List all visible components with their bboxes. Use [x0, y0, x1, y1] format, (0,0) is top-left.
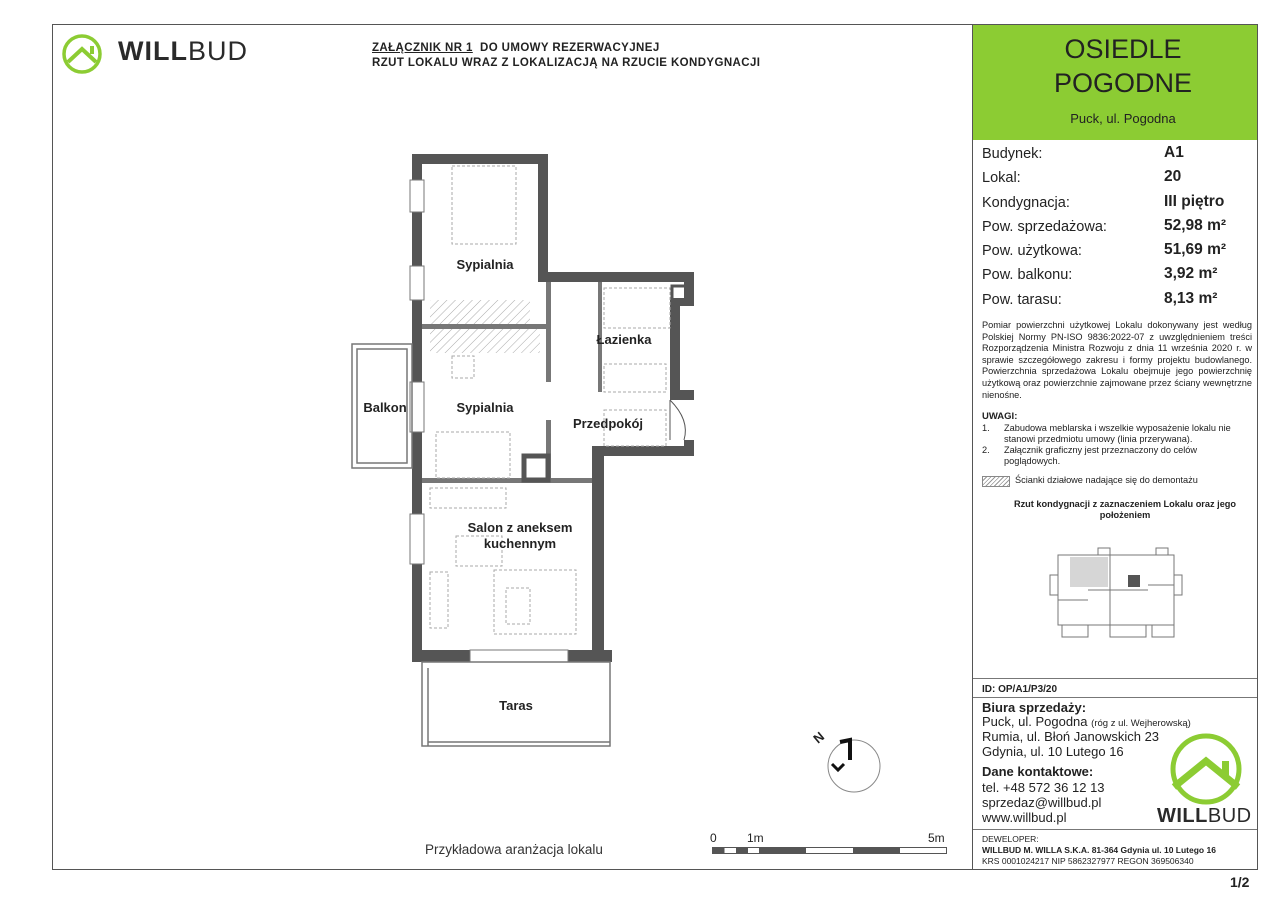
detail-row	[982, 170, 1247, 194]
detail-value: 20	[1164, 168, 1182, 186]
detail-label: Kondygnacja:	[982, 194, 1070, 211]
brand-light: BUD	[187, 36, 248, 66]
separator	[973, 697, 1257, 698]
annex-rest: DO UMOWY REZERWACYJNEJ	[480, 42, 660, 54]
floor-plan-caption: Rzut kondygnacji z zaznaczeniem Lokalu oraz jego położeniem	[1013, 499, 1237, 520]
remark-number: 1.	[982, 423, 990, 433]
detail-row	[982, 243, 1247, 267]
detail-label: Pow. tarasu:	[982, 291, 1062, 308]
estate-name-line2: POGODNE	[1053, 68, 1193, 98]
detail-row	[982, 146, 1247, 170]
sales-title: Biura sprzedaży:	[982, 700, 1087, 715]
remarks-title: UWAGI:	[982, 411, 1018, 422]
scale-five: 5m	[928, 831, 945, 845]
detail-row	[982, 216, 1247, 243]
detail-value: III piętro	[1164, 192, 1225, 210]
estate-address: Puck, ul. Pogodna	[1070, 111, 1176, 126]
room-hall: Przedpokój	[572, 416, 644, 431]
detail-row	[982, 289, 1247, 316]
plan-caption: Przykładowa aranżacja lokalu	[425, 842, 603, 857]
sales-line: Gdynia, ul. 10 Lutego 16	[982, 744, 1124, 759]
annex-subtitle: RZUT LOKALU WRAZ Z LOKALIZACJĄ NA RZUCIE KONDYGNACJI	[372, 57, 761, 69]
detail-value: 8,13 m²	[1164, 289, 1218, 307]
room-terrace: Taras	[499, 698, 533, 713]
panel-divider	[972, 24, 973, 870]
room-living-line1: Salon z aneksem	[467, 520, 573, 535]
separator	[973, 829, 1257, 830]
detail-row	[982, 192, 1247, 219]
room-bedroom-1: Sypialnia	[456, 257, 514, 272]
detail-value: 3,92 m²	[1164, 265, 1218, 283]
brand-bold: WILL	[118, 36, 188, 66]
sales-address: Puck, ul. Pogodna	[982, 714, 1088, 729]
remark-number: 2.	[982, 445, 990, 455]
remark-text: Zabudowa meblarska i wszelkie wyposażenie lokalu nie stanowi przedmiotu umowy (linia przerywana).	[1004, 423, 1231, 444]
unit-id: ID: OP/A1/P3/20	[982, 684, 1058, 695]
annex-number: ZAŁĄCZNIK NR 1	[372, 42, 473, 54]
developer-label: DEWELOPER:	[982, 834, 1039, 844]
contact-email[interactable]: sprzedaz@willbud.pl	[982, 795, 1102, 810]
measurement-note: Pomiar powierzchni użytkowej Lokalu dokonywany jest według Polskiej Normy PN-ISO 9836:2022-07 z uwzględnieniem treści Rozporządzenia Ministra Rozwoju z dnia 11 września 2020 r. w sprawie szczegółowego zakresu i formy projektu budowlanego. Powierzchnia sprzedażowa Lokalu obejmuje jego powierzchnię użytkową oraz powierzchnie zajmowane przez ściany wewnętrzne nienośne.	[982, 320, 1252, 400]
scale-zero: 0	[710, 831, 717, 845]
north-label: N	[810, 728, 828, 747]
willbud-badge-icon	[1160, 725, 1252, 805]
contact-title: Dane kontaktowe:	[982, 764, 1094, 779]
badge-wordmark	[1157, 805, 1252, 828]
separator	[973, 678, 1257, 679]
remark-item	[982, 445, 1250, 467]
detail-label: Pow. użytkowa:	[982, 243, 1082, 260]
contact-phone[interactable]: tel. +48 572 36 12 13	[982, 780, 1105, 795]
detail-value: 52,98 m²	[1164, 216, 1227, 234]
developer-line: WILLBUD M. WILLA S.K.A. 81-364 Gdynia ul. 10 Lutego 16	[982, 845, 1216, 855]
room-bedroom-2: Sypialnia	[456, 400, 514, 415]
room-living-line2: kuchennym	[483, 536, 557, 551]
detail-label: Pow. sprzedażowa:	[982, 218, 1107, 235]
hatch-legend-text: Ścianki działowe nadające się do demontażu	[1015, 475, 1198, 485]
estate-name	[973, 32, 1273, 100]
sales-address-note: (róg z ul. Wejherowską)	[1091, 718, 1191, 729]
page-number: 1/2	[1230, 874, 1250, 890]
key-plan-thumbnail	[1048, 545, 1184, 643]
contact-web[interactable]: www.willbud.pl	[982, 810, 1067, 825]
remark-item	[982, 423, 1250, 445]
scale-one: 1m	[747, 831, 764, 845]
sales-line: Rumia, ul. Błoń Janowskich 23	[982, 729, 1160, 744]
room-bathroom: Łazienka	[596, 332, 652, 347]
detail-label: Lokal:	[982, 170, 1021, 187]
detail-value: A1	[1164, 144, 1184, 161]
badge-light: BUD	[1207, 805, 1252, 827]
detail-value: 51,69 m²	[1164, 241, 1227, 259]
badge-bold: WILL	[1157, 805, 1208, 827]
developer-registry: KRS 0001024217 NIP 5862327977 REGON 369506340	[982, 856, 1194, 866]
estate-name-line1: OSIEDLE	[1064, 34, 1182, 64]
detail-label: Pow. balkonu:	[982, 267, 1073, 284]
details-table	[982, 146, 1247, 316]
detail-row	[982, 267, 1247, 291]
scale-bar	[712, 847, 948, 855]
remark-text: Załącznik graficzny jest przeznaczony do celów poglądowych.	[1004, 445, 1198, 466]
hatch-legend-swatch	[982, 476, 1010, 487]
room-balcony: Balkon	[363, 400, 407, 415]
detail-label: Budynek:	[982, 146, 1043, 162]
